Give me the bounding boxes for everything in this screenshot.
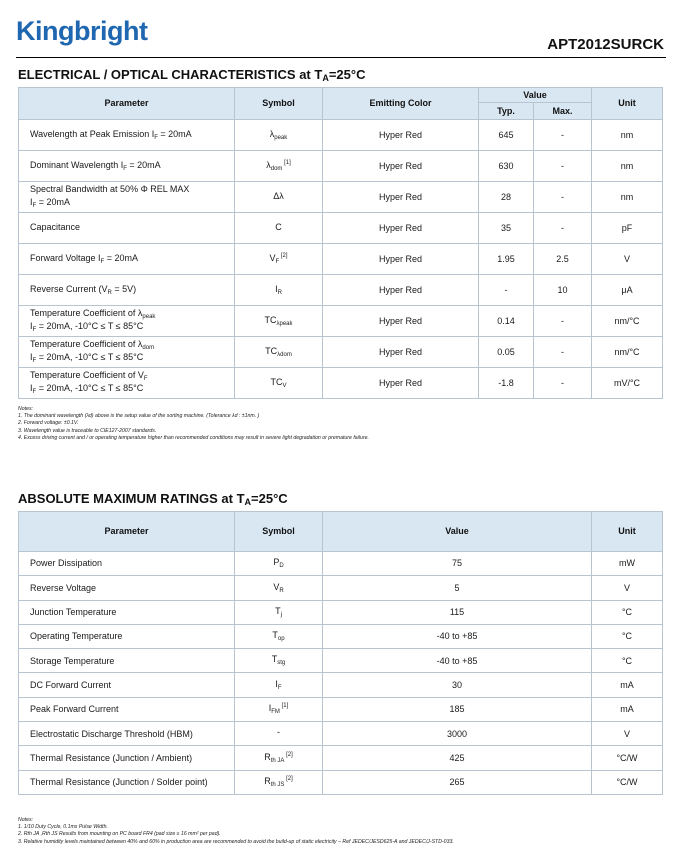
parameter-line <box>30 184 230 197</box>
symbol-subscript: dom <box>270 165 283 172</box>
max-value-cell: - <box>534 120 592 151</box>
symbol-subscript: F <box>275 258 280 265</box>
parameter-line <box>30 308 230 321</box>
table-row <box>19 244 663 275</box>
max-value-cell: - <box>534 151 592 182</box>
typ-value-cell: 0.14 <box>479 306 534 337</box>
value-cell: -40 to +85 <box>323 624 592 648</box>
symbol-subscript: λpeak <box>276 320 293 327</box>
col-header-max: Max. <box>534 103 592 120</box>
symbol-text: I <box>275 283 278 294</box>
table-row <box>19 182 663 213</box>
parameter-text: = 20mA, -10°C ≤ T ≤ 85°C <box>36 321 144 331</box>
symbol-subscript: FM <box>271 708 280 715</box>
parameter-condition <box>30 383 230 396</box>
absolute-section-title: ABSOLUTE MAXIMUM RATINGS at $T_A=25^\circ C$ <box>18 491 288 507</box>
parameter-subscript: F <box>143 376 148 383</box>
parameter-text: I <box>30 197 33 207</box>
table-row <box>19 213 663 244</box>
col-header-parameter: Parameter <box>19 512 235 552</box>
parameter-subscript: F <box>154 134 158 141</box>
col-header-typ: Typ. <box>479 103 534 120</box>
parameter-subscript: peak <box>142 314 156 321</box>
typ-value-cell: 645 <box>479 120 534 151</box>
symbol-note-ref: [2] <box>284 751 293 758</box>
parameter-cell: DC Forward Current <box>19 673 235 697</box>
symbol-subscript: R <box>277 289 282 296</box>
symbol-text: V <box>269 252 276 263</box>
table-row <box>19 697 663 721</box>
symbol-text: P <box>273 557 280 568</box>
note-line: 3. Wavelength value is traceable to CIE127-2007 standards. <box>18 427 157 434</box>
parameter-text: = 20mA <box>36 197 70 207</box>
parameter-cell: Power Dissipation <box>19 552 235 576</box>
unit-cell: nm <box>592 151 663 182</box>
symbol-subscript: j <box>280 611 282 618</box>
symbol-text: R <box>264 751 271 762</box>
symbol-cell <box>235 576 323 600</box>
parameter-text: = 20mA <box>157 128 192 139</box>
table-row <box>19 649 663 673</box>
max-value-cell: - <box>534 182 592 213</box>
parameter-cell <box>19 182 235 213</box>
unit-cell: μA <box>592 275 663 306</box>
typ-value-cell: 0.05 <box>479 337 534 368</box>
table-row <box>19 600 663 624</box>
unit-cell: V <box>592 244 663 275</box>
parameter-text: = 20mA, -10°C ≤ T ≤ 85°C <box>36 383 144 393</box>
emitting-color-cell: Hyper Red <box>323 151 479 182</box>
symbol-cell <box>235 600 323 624</box>
unit-cell: nm <box>592 120 663 151</box>
emitting-color-cell: Hyper Red <box>323 368 479 399</box>
symbol-cell <box>235 337 323 368</box>
unit-cell: V <box>592 722 663 746</box>
col-header-unit: Unit <box>592 512 663 552</box>
symbol-text: T <box>271 654 278 665</box>
parameter-text: Wavelength at Peak Emission I <box>30 128 155 139</box>
brand-logo: Kingbright <box>16 16 148 46</box>
max-value-cell: 2.5 <box>534 244 592 275</box>
max-value-cell: - <box>534 213 592 244</box>
typ-value-cell: - <box>479 275 534 306</box>
symbol-text: Δλ <box>273 190 284 201</box>
symbol-text: λ <box>266 159 271 170</box>
parameter-subscript: R <box>107 289 112 296</box>
symbol-text: TC <box>264 314 277 325</box>
parameter-subscript: F <box>100 258 105 265</box>
note-line: 3. Relative humidity levels maintained between 40% and 60% in production area are recommended to avoid the build-up of static electricity – Ref JEDEC/JESD625-A and JEDEC/J-STD-033. <box>18 838 454 845</box>
unit-cell: nm <box>592 182 663 213</box>
value-cell: 3000 <box>323 722 592 746</box>
parameter-text: I <box>30 321 33 331</box>
symbol-subscript: stg <box>277 660 286 667</box>
unit-cell: °C/W <box>592 746 663 770</box>
symbol-text: V <box>273 581 280 592</box>
parameter-cell: Operating Temperature <box>19 624 235 648</box>
electrical-section-title: ELECTRICAL / OPTICAL CHARACTERISTICS at $T_A=25^\circ C$ <box>18 67 366 83</box>
table-row <box>19 275 663 306</box>
symbol-text: R <box>264 775 271 786</box>
symbol-cell <box>235 770 323 794</box>
symbol-subscript: D <box>279 563 284 570</box>
parameter-cell: Thermal Resistance (Junction / Solder point) <box>19 770 235 794</box>
parameter-subscript: F <box>32 327 37 333</box>
value-cell: 30 <box>323 673 592 697</box>
note-line: 4. Excess driving current and / or operating temperature higher than recommended conditions may result in severe light degradation or premature failure. <box>18 434 369 441</box>
symbol-text: T <box>272 630 278 641</box>
parameter-line <box>30 129 230 142</box>
parameter-text: Temperature Coefficient of V <box>30 370 144 381</box>
parameter-subscript: dom <box>142 345 155 352</box>
unit-cell: V <box>592 576 663 600</box>
max-value-cell: - <box>534 337 592 368</box>
unit-cell: mA <box>592 697 663 721</box>
parameter-cell <box>19 120 235 151</box>
typ-value-cell: -1.8 <box>479 368 534 399</box>
parameter-cell: Thermal Resistance (Junction / Ambient) <box>19 746 235 770</box>
table-row <box>19 673 663 697</box>
symbol-cell <box>235 213 323 244</box>
note-line: Notes: <box>18 406 33 412</box>
unit-cell: °C <box>592 649 663 673</box>
table-row <box>19 151 663 182</box>
typ-value-cell: 35 <box>479 213 534 244</box>
header-divider <box>16 57 666 58</box>
unit-cell: pF <box>592 213 663 244</box>
symbol-subscript: th JA <box>270 757 285 764</box>
symbol-text: - <box>277 727 280 738</box>
electrical-characteristics-table <box>18 87 663 399</box>
electrical-notes <box>18 406 658 442</box>
unit-cell: mA <box>592 673 663 697</box>
symbol-subscript: op <box>277 636 285 643</box>
parameter-cell: Reverse Voltage <box>19 576 235 600</box>
parameter-text: I <box>30 383 33 393</box>
parameter-cell <box>19 337 235 368</box>
parameter-cell <box>19 244 235 275</box>
note-line: 2. Rth JA ,Rth JS Results from mounting on PC board FR4 (pad size ≥ 16 mm² per pad). <box>18 831 221 838</box>
parameter-subscript: F <box>123 165 127 172</box>
value-cell: 115 <box>323 600 592 624</box>
symbol-subscript: λdom <box>277 351 292 358</box>
unit-cell: °C/W <box>592 770 663 794</box>
max-value-cell: 10 <box>534 275 592 306</box>
symbol-text: I <box>275 678 278 689</box>
max-value-cell: - <box>534 368 592 399</box>
symbol-text: C <box>275 221 282 232</box>
parameter-text: Reverse Current (V <box>30 283 108 294</box>
emitting-color-cell: Hyper Red <box>323 120 479 151</box>
symbol-text: λ <box>269 128 275 139</box>
symbol-cell <box>235 552 323 576</box>
parameter-cell <box>19 213 235 244</box>
col-header-parameter: Parameter <box>19 88 235 120</box>
symbol-text: T <box>275 605 281 616</box>
symbol-cell <box>235 697 323 721</box>
parameter-cell <box>19 275 235 306</box>
parameter-text: Temperature Coefficient of λ <box>30 308 143 319</box>
parameter-line <box>30 339 230 352</box>
parameter-text: = 5V) <box>111 283 137 294</box>
parameter-line <box>30 370 230 383</box>
unit-cell: °C <box>592 624 663 648</box>
parameter-cell <box>19 151 235 182</box>
symbol-cell <box>235 673 323 697</box>
table-row <box>19 337 663 368</box>
parameter-cell: Junction Temperature <box>19 600 235 624</box>
part-number: APT2012SURCK <box>547 36 664 53</box>
symbol-cell <box>235 368 323 399</box>
parameter-line <box>30 253 230 266</box>
parameter-text: = 20mA <box>104 252 138 263</box>
parameter-text: = 20mA, -10°C ≤ T ≤ 85°C <box>36 352 144 362</box>
parameter-text: Forward Voltage I <box>30 252 101 263</box>
unit-cell: nm/°C <box>592 337 663 368</box>
symbol-note-ref: [1] <box>282 159 291 166</box>
symbol-subscript: F <box>277 684 282 691</box>
unit-cell: nm/°C <box>592 306 663 337</box>
typ-value-cell: 28 <box>479 182 534 213</box>
value-cell: 425 <box>323 746 592 770</box>
symbol-cell <box>235 151 323 182</box>
value-cell: 5 <box>323 576 592 600</box>
emitting-color-cell: Hyper Red <box>323 337 479 368</box>
unit-cell: mW <box>592 552 663 576</box>
parameter-condition <box>30 197 230 210</box>
symbol-cell <box>235 624 323 648</box>
value-cell: 185 <box>323 697 592 721</box>
table-row <box>19 368 663 399</box>
symbol-subscript: peak <box>274 134 288 141</box>
emitting-color-cell: Hyper Red <box>323 244 479 275</box>
col-header-emitting-color: Emitting Color <box>323 88 479 120</box>
parameter-cell <box>19 306 235 337</box>
emitting-color-cell: Hyper Red <box>323 182 479 213</box>
table-row <box>19 722 663 746</box>
parameter-cell <box>19 368 235 399</box>
parameter-condition <box>30 352 230 365</box>
note-line: Notes: <box>18 817 33 823</box>
table-row <box>19 552 663 576</box>
parameter-text: I <box>30 352 33 362</box>
note-line: 2. Forward voltage: ±0.1V. <box>18 420 79 427</box>
symbol-subscript: th JS <box>270 781 285 788</box>
absolute-notes <box>18 817 658 846</box>
parameter-line <box>30 160 230 173</box>
symbol-cell <box>235 746 323 770</box>
symbol-cell <box>235 120 323 151</box>
note-line: 1. 1/10 Duty Cycle, 0.1ms Pulse Width. <box>18 824 108 831</box>
symbol-cell <box>235 182 323 213</box>
parameter-text: Spectral Bandwidth at 50% Φ REL MAX <box>30 184 190 195</box>
col-header-value: Value <box>323 512 592 552</box>
symbol-subscript: V <box>282 382 287 389</box>
typ-value-cell: 630 <box>479 151 534 182</box>
parameter-line <box>30 222 230 235</box>
symbol-cell <box>235 649 323 673</box>
col-header-value: Value <box>479 88 592 103</box>
emitting-color-cell: Hyper Red <box>323 275 479 306</box>
emitting-color-cell: Hyper Red <box>323 213 479 244</box>
parameter-text: Dominant Wavelength I <box>30 159 124 170</box>
parameter-text: = 20mA <box>126 159 161 170</box>
symbol-note-ref: [2] <box>284 775 293 782</box>
page-header <box>16 0 666 58</box>
parameter-condition <box>30 321 230 334</box>
symbol-note-ref: [1] <box>279 702 289 709</box>
symbol-text: TC <box>270 376 283 387</box>
parameter-subscript: F <box>32 389 37 395</box>
table-row <box>19 576 663 600</box>
col-header-symbol: Symbol <box>235 88 323 120</box>
table-row <box>19 746 663 770</box>
parameter-cell: Storage Temperature <box>19 649 235 673</box>
max-value-cell: - <box>534 306 592 337</box>
table-row <box>19 624 663 648</box>
note-line: 1. The dominant wavelength (λd) above is the setup value of the sorting machine. (Tolerance λd : ±1nm. ) <box>18 413 260 420</box>
typ-value-cell: 1.95 <box>479 244 534 275</box>
value-cell: 265 <box>323 770 592 794</box>
parameter-text: Capacitance <box>30 221 81 232</box>
symbol-note-ref: [2] <box>279 252 288 259</box>
symbol-text: I <box>268 702 272 713</box>
table-row <box>19 306 663 337</box>
col-header-symbol: Symbol <box>235 512 323 552</box>
parameter-cell: Peak Forward Current <box>19 697 235 721</box>
parameter-subscript: F <box>32 358 37 364</box>
value-cell: 75 <box>323 552 592 576</box>
symbol-cell <box>235 244 323 275</box>
parameter-line <box>30 284 230 297</box>
col-header-unit: Unit <box>592 88 663 120</box>
symbol-subscript: R <box>279 587 284 594</box>
symbol-cell <box>235 275 323 306</box>
symbol-cell <box>235 722 323 746</box>
symbol-text: TC <box>265 345 278 356</box>
table-row <box>19 120 663 151</box>
emitting-color-cell: Hyper Red <box>323 306 479 337</box>
value-cell: -40 to +85 <box>323 649 592 673</box>
parameter-subscript: F <box>32 203 37 209</box>
absolute-maximum-ratings-table <box>18 511 663 795</box>
parameter-text: Temperature Coefficient of λ <box>30 339 143 350</box>
parameter-cell: Electrostatic Discharge Threshold (HBM) <box>19 722 235 746</box>
symbol-cell <box>235 306 323 337</box>
unit-cell: °C <box>592 600 663 624</box>
table-row <box>19 770 663 794</box>
unit-cell: mV/°C <box>592 368 663 399</box>
